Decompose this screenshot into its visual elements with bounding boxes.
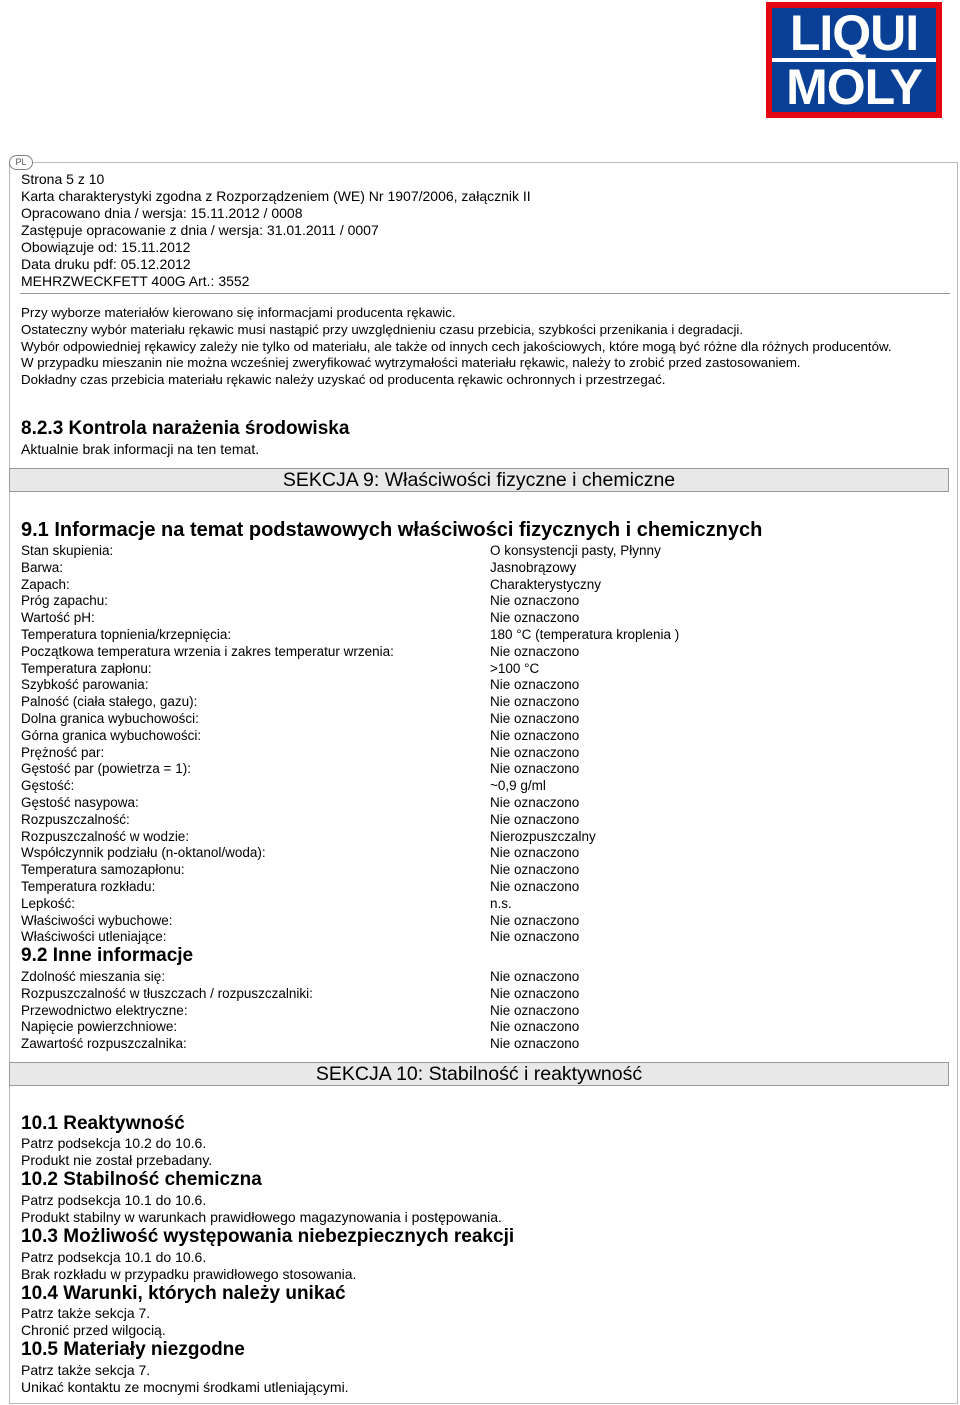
product-name: MEHRZWECKFETT 400G Art.: 3552 [21,273,250,289]
property-row [21,777,941,794]
property-value: Nie oznaczono [490,610,580,626]
property-value: Nie oznaczono [490,845,580,861]
property-row [21,760,941,777]
page-number: Strona 5 z 10 [21,171,105,187]
property-label: Palność (ciała stałego, gazu): [21,694,198,710]
heading-9-1: 9.1 Informacje na temat podstawowych właściwości fizycznych i chemicznych [21,519,763,541]
property-row [21,1035,941,1052]
section-9-bar: SEKCJA 9: Właściwości fizyczne i chemiczne [9,468,949,492]
heading-10-1: 10.1 Reaktywność [21,1113,185,1134]
property-label: Barwa: [21,559,64,575]
property-row [21,878,941,895]
property-row [21,592,941,609]
property-value: Nie oznaczono [490,593,580,609]
property-row [21,710,941,727]
text-10-4-b: Chronić przed wilgocią. [21,1322,166,1338]
gloves-paragraph [21,305,941,389]
section-10-bar: SEKCJA 10: Stabilność i reaktywność [9,1062,949,1086]
property-row [21,794,941,811]
property-label: Górna granica wybuchowości: [21,727,202,743]
property-value: Nie oznaczono [490,677,580,693]
property-label: Rozpuszczalność w wodzie: [21,828,190,844]
text-10-3-a: Patrz podsekcja 10.1 do 10.6. [21,1249,207,1265]
property-label: Gęstość par (powietrza = 1): [21,761,191,777]
property-row [21,744,941,761]
property-value: Nie oznaczono [490,862,580,878]
replaces-version: Zastępuje opracowanie z dnia / wersja: 31.01.2011 / 0007 [21,222,379,238]
property-value: Nie oznaczono [490,1036,580,1052]
property-label: Napięcie powierzchniowe: [21,1019,178,1035]
text-10-4-a: Patrz także sekcja 7. [21,1305,151,1321]
property-label: Przewodnictwo elektryczne: [21,1002,188,1018]
property-value: Nie oznaczono [490,727,580,743]
property-value: Nie oznaczono [490,795,580,810]
logo-text-liqui: LIQUI [772,8,936,58]
language-badge: PL [9,155,33,170]
property-value: n.s. [490,895,512,911]
text-10-2-a: Patrz podsekcja 10.1 do 10.6. [21,1192,207,1208]
property-value: Nie oznaczono [490,744,580,760]
text-10-1-a: Patrz podsekcja 10.2 do 10.6. [21,1135,207,1151]
property-row [21,968,941,985]
property-row [21,912,941,929]
property-value: Jasnobrązowy [490,559,577,575]
heading-8-2-3: 8.2.3 Kontrola narażenia środowiska [21,418,350,439]
property-row [21,576,941,593]
property-value: Nierozpuszczalny [490,828,596,844]
valid-from: Obowiązuje od: 15.11.2012 [21,239,191,255]
print-date: Data druku pdf: 05.12.2012 [21,256,191,272]
property-value: Nie oznaczono [490,761,580,777]
property-label: Zapach: [21,576,70,592]
property-row [21,844,941,861]
gloves-line: Wybór odpowiedniej rękawicy zależy nie tylko od materiału, ale także od innych cech jakościowych, które mogą być różne dla różnych producentów. [21,338,892,354]
property-value: Nie oznaczono [490,969,580,984]
property-row [21,559,941,576]
text-10-5-a: Patrz także sekcja 7. [21,1362,151,1378]
gloves-line: Ostateczny wybór materiału rękawic musi nastąpić przy uwzględnieniu czasu przebicia, szybkości przenikania i degradacji. [21,321,744,337]
property-label: Właściwości utleniające: [21,929,167,945]
property-value: O konsystencji pasty, Płynny [490,543,661,558]
property-label: Stan skupienia: [21,543,114,558]
property-label: Wartość pH: [21,610,95,626]
property-row [21,693,941,710]
property-label: Dolna granica wybuchowości: [21,711,199,726]
property-label: Zawartość rozpuszczalnika: [21,1036,187,1052]
property-row [21,895,941,912]
property-label: Szybkość parowania: [21,677,149,693]
property-row [21,609,941,626]
property-label: Temperatura topnienia/krzepnięcia: [21,627,232,642]
property-row [21,1002,941,1019]
property-row [21,727,941,744]
text-8-2-3: Aktualnie brak informacji na ten temat. [21,441,260,457]
property-value: 180 °C (temperatura kroplenia ) [490,627,680,642]
property-value: Nie oznaczono [490,1019,580,1035]
text-10-2-b: Produkt stabilny w warunkach prawidłowego magazynowania i postępowania. [21,1209,502,1225]
property-label: Lepkość: [21,895,76,911]
property-row [21,660,941,677]
property-value: Nie oznaczono [490,929,580,945]
logo-text-moly: MOLY [772,62,936,112]
header-divider [20,293,950,294]
property-label: Początkowa temperatura wrzenia i zakres temperatur wrzenia: [21,643,394,659]
property-row [21,928,941,945]
property-row [21,626,941,643]
property-value: Nie oznaczono [490,711,580,726]
property-label: Współczynnik podziału (n-oktanol/woda): [21,845,266,861]
property-label: Temperatura zapłonu: [21,660,152,676]
document-title: Karta charakterystyki zgodna z Rozporządzeniem (WE) Nr 1907/2006, załącznik II [21,188,531,204]
property-label: Rozpuszczalność: [21,811,130,827]
property-value: Nie oznaczono [490,694,580,710]
text-10-5-b: Unikać kontaktu ze mocnymi środkami utleniającymi. [21,1379,349,1395]
property-value: Nie oznaczono [490,1002,580,1018]
property-row [21,542,941,559]
property-value: ~0,9 g/ml [490,778,546,794]
property-row [21,676,941,693]
property-label: Prężność par: [21,744,105,760]
property-value: Nie oznaczono [490,912,580,928]
property-value: Charakterystyczny [490,576,602,592]
property-value: Nie oznaczono [490,643,580,659]
heading-10-4: 10.4 Warunki, których należy unikać [21,1283,346,1304]
heading-10-3: 10.3 Możliwość występowania niebezpiecznych reakcji [21,1226,515,1247]
gloves-line: W przypadku mieszanin nie można wcześniej zweryfikować wytrzymałości materiału rękawic, należy to zrobić przed zastosowaniem. [21,355,801,371]
property-value: Nie oznaczono [490,985,580,1001]
property-label: Właściwości wybuchowe: [21,912,173,928]
property-row [21,643,941,660]
text-10-1-b: Produkt nie został przebadany. [21,1152,213,1168]
property-label: Temperatura samozapłonu: [21,862,185,878]
gloves-line: Dokładny czas przebicia materiału rękawic należy uzyskać od producenta rękawic ochronnych i przestrzegać. [21,372,666,388]
property-label: Gęstość nasypowa: [21,795,139,810]
property-label: Rozpuszczalność w tłuszczach / rozpuszczalniki: [21,985,313,1001]
heading-10-5: 10.5 Materiały niezgodne [21,1339,245,1360]
property-row [21,985,941,1002]
property-row [21,811,941,828]
property-label: Temperatura rozkładu: [21,879,156,894]
property-value: Nie oznaczono [490,879,580,894]
property-label: Zdolność mieszania się: [21,969,166,984]
property-label: Próg zapachu: [21,593,109,609]
heading-9-2: 9.2 Inne informacje [21,945,194,966]
property-row [21,1018,941,1035]
property-value: Nie oznaczono [490,811,580,827]
property-value: >100 °C [490,660,540,676]
heading-10-2: 10.2 Stabilność chemiczna [21,1169,262,1190]
prepared-date: Opracowano dnia / wersja: 15.11.2012 / 0008 [21,205,303,221]
property-label: Gęstość: [21,778,75,794]
property-row [21,828,941,845]
property-row [21,861,941,878]
gloves-line: Przy wyborze materiałów kierowano się informacjami producenta rękawic. [21,305,456,320]
liqui-moly-logo [766,2,942,118]
text-10-3-b: Brak rozkładu w przypadku prawidłowego stosowania. [21,1266,357,1282]
